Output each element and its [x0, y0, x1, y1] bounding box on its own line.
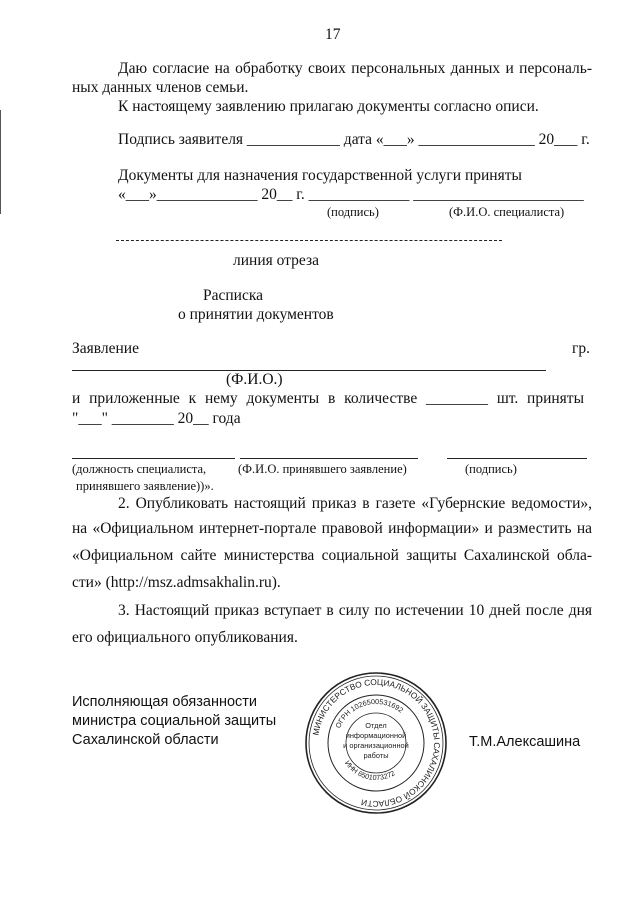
cut-dashed-line [116, 240, 502, 241]
stamp-outer-text: МИНИСТЕРСТВО СОЦИАЛЬНОЙ ЗАЩИТЫ САХАЛИНСКОЙ ОБЛАСТИ [310, 676, 443, 810]
statement-label: Заявление [72, 340, 139, 357]
receipt-title: Расписка [203, 287, 264, 304]
citizen-label: гр. [572, 340, 590, 357]
caption-position: (должность специалиста, [72, 462, 207, 476]
stamp-inn: ИНН 6501073272 [343, 758, 397, 783]
clause-2-line-4: сти» (http://msz.admsakhalin.ru). [72, 574, 281, 591]
caption-specialist-fio: (Ф.И.О. специалиста) [449, 205, 565, 219]
signatory-line-2: министра социальной защиты [72, 713, 277, 729]
receiver-fio-underline [240, 458, 418, 459]
fio-underline [72, 370, 546, 371]
consent-line-2: ных данных членов семьи. [72, 79, 249, 96]
signatory-line-3: Сахалинской области [72, 732, 219, 748]
clause-3-line-1: 3. Настоящий приказ вступает в силу по истечении 10 дней после дня [118, 602, 592, 619]
receipt-subtitle: о принятии документов [178, 306, 334, 323]
clause-3-line-2: его официального опубликования. [72, 629, 298, 646]
signatory-line-1: Исполняющая обязанности [72, 694, 258, 710]
signatory-name: Т.М.Алексашина [469, 734, 581, 750]
clause-2-line-3: «Официальном сайте министерства социальной защиты Сахалинской обла- [72, 547, 592, 564]
position-underline [72, 458, 235, 459]
consent-line-3: К настоящему заявлению прилагаю документы согласно описи. [118, 98, 539, 115]
caption-receiver-sign: (подпись) [465, 462, 517, 476]
cut-line-label: линия отреза [233, 252, 319, 269]
stamp-center-line-4: работы [363, 751, 389, 760]
stamp-center-line-1: Отдел [365, 721, 387, 730]
attached-docs-line: и приложенные к нему документы в количестве ________ шт. приняты [72, 390, 584, 407]
page-edge-mark [0, 110, 1, 214]
consent-line-1: Даю согласие на обработку своих персональных данных и персональ- [118, 60, 592, 77]
receiver-sign-underline [447, 458, 587, 459]
page-number: 17 [325, 26, 341, 43]
applicant-signature-row: Подпись заявителя ____________ дата «___» _______________ 20___ г. [118, 131, 590, 148]
clause-2-line-1: 2. Опубликовать настоящий приказ в газете «Губернские ведомости», [118, 495, 592, 512]
official-stamp [301, 668, 451, 818]
clause-2-line-2: на «Официальном интернет-портале правовой информации» и разместить на [72, 520, 592, 537]
stamp-ogrn: ОГРН 1026500531692 [333, 696, 406, 730]
caption-receiver-fio: (Ф.И.О. принявшего заявление) [238, 462, 407, 476]
docs-accepted-line-1: Документы для назначения государственной услуги приняты [118, 167, 522, 184]
receipt-date-line: "___" ________ 20__ года [72, 410, 241, 427]
fio-caption: (Ф.И.О.) [226, 371, 283, 388]
stamp-center-line-2: информационной [345, 731, 407, 740]
stamp-center-line-3: и организационной [343, 741, 409, 750]
caption-signature: (подпись) [327, 205, 379, 219]
docs-accepted-line-2: «___»_____________ 20__ г. _____________ ______________________ [118, 186, 584, 203]
caption-position-2: принявшего заявление))». [76, 479, 214, 493]
